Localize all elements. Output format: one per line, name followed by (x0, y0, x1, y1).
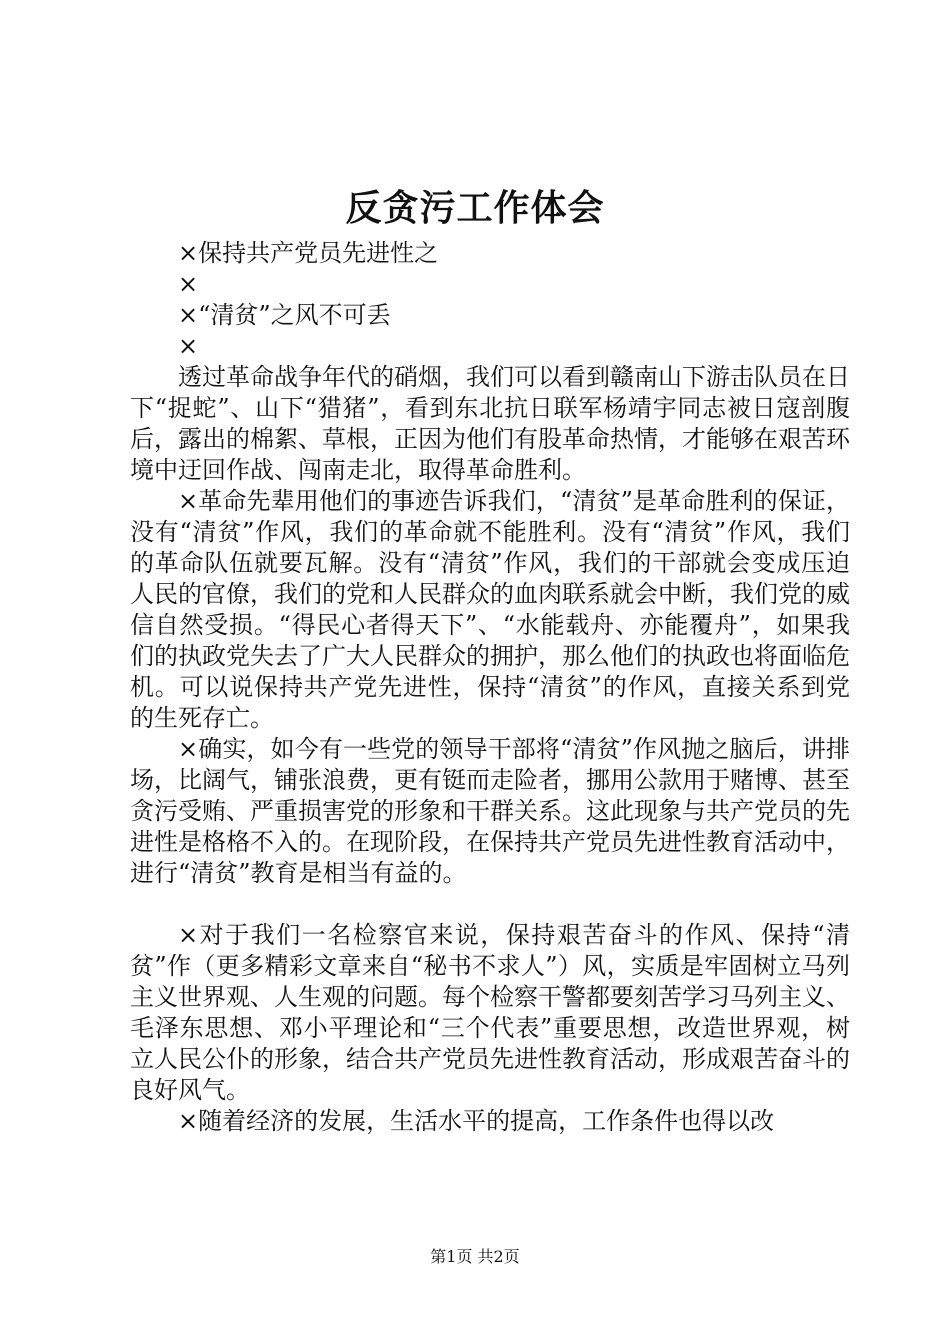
paragraph-current-problems: ×确实，如今有一些党的领导干部将“清贫”作风抛之脑后，讲排场，比阔气，铺张浪费，更有铤而走险者，挪用公款用于赌博、甚至贪污受贿、严重损害党的形象和干群关系。这此现象与共产党员的先进性是格格不入的。在现阶段，在保持共产党员先进性教育活动中，进行“清贫”教育是相当有益的。 (130, 735, 850, 887)
paragraph-prosecutor-duty: ×对于我们一名检察官来说，保持艰苦奋斗的作风、保持“清贫”作（更多精彩文章来自“秘书不求人”）风，实质是牢固树立马列主义世界观、人生观的问题。每个检察干警都要刻苦学习马列主义、毛泽东思想、邓小平理论和“三个代表”重要思想，改造世界观，树立人民公仆的形象，结合共产党员先进性教育活动，形成艰苦奋斗的良好风气。 (130, 921, 850, 1104)
paragraph-revolution-history: 透过革命战争年代的硝烟，我们可以看到赣南山下游击队员在日下“捉蛇”、山下“猎猪”，看到东北抗日联军杨靖宇同志被日寇剖腹后，露出的棉絮、草根，正因为他们有股革命热情，才能够在艰苦环境中迂回作战、闯南走北，取得革命胜利。 (130, 363, 850, 484)
paragraph-mark-1: × (178, 270, 199, 298)
paragraph-revolution-lessons: ×革命先辈用他们的事迹告诉我们，“清贫”是革命胜利的保证，没有“清贫”作风，我们的革命就不能胜利。没有“清贫”作风，我们的革命队伍就要瓦解。没有“清贫”作风，我们的干部就会变成压迫人民的官僚，我们的党和人民群众的血肉联系就会中断，我们党的威信自然受损。“得民心者得天下”、“水能载舟、亦能覆舟”，如果我们的执政党失去了广大人民群众的拥护，那么他们的执政也将面临危机。可以说保持共产党先进性，保持“清贫”的作风，直接关系到党的生死存亡。 (130, 487, 850, 732)
paragraph-subtitle-1: ×保持共产党员先进性之 (178, 239, 439, 267)
paragraph-economic-development: ×随着经济的发展，生活水平的提高，工作条件也得以改 (178, 1107, 775, 1135)
document-title: 反贪污工作体会 (345, 187, 605, 229)
page-footer: 第1页 共2页 (430, 1247, 520, 1266)
document-body (130, 238, 850, 1137)
paragraph-mark-2: × (178, 332, 199, 360)
paragraph-subtitle-2: ×“清贫”之风不可丢 (178, 301, 391, 329)
